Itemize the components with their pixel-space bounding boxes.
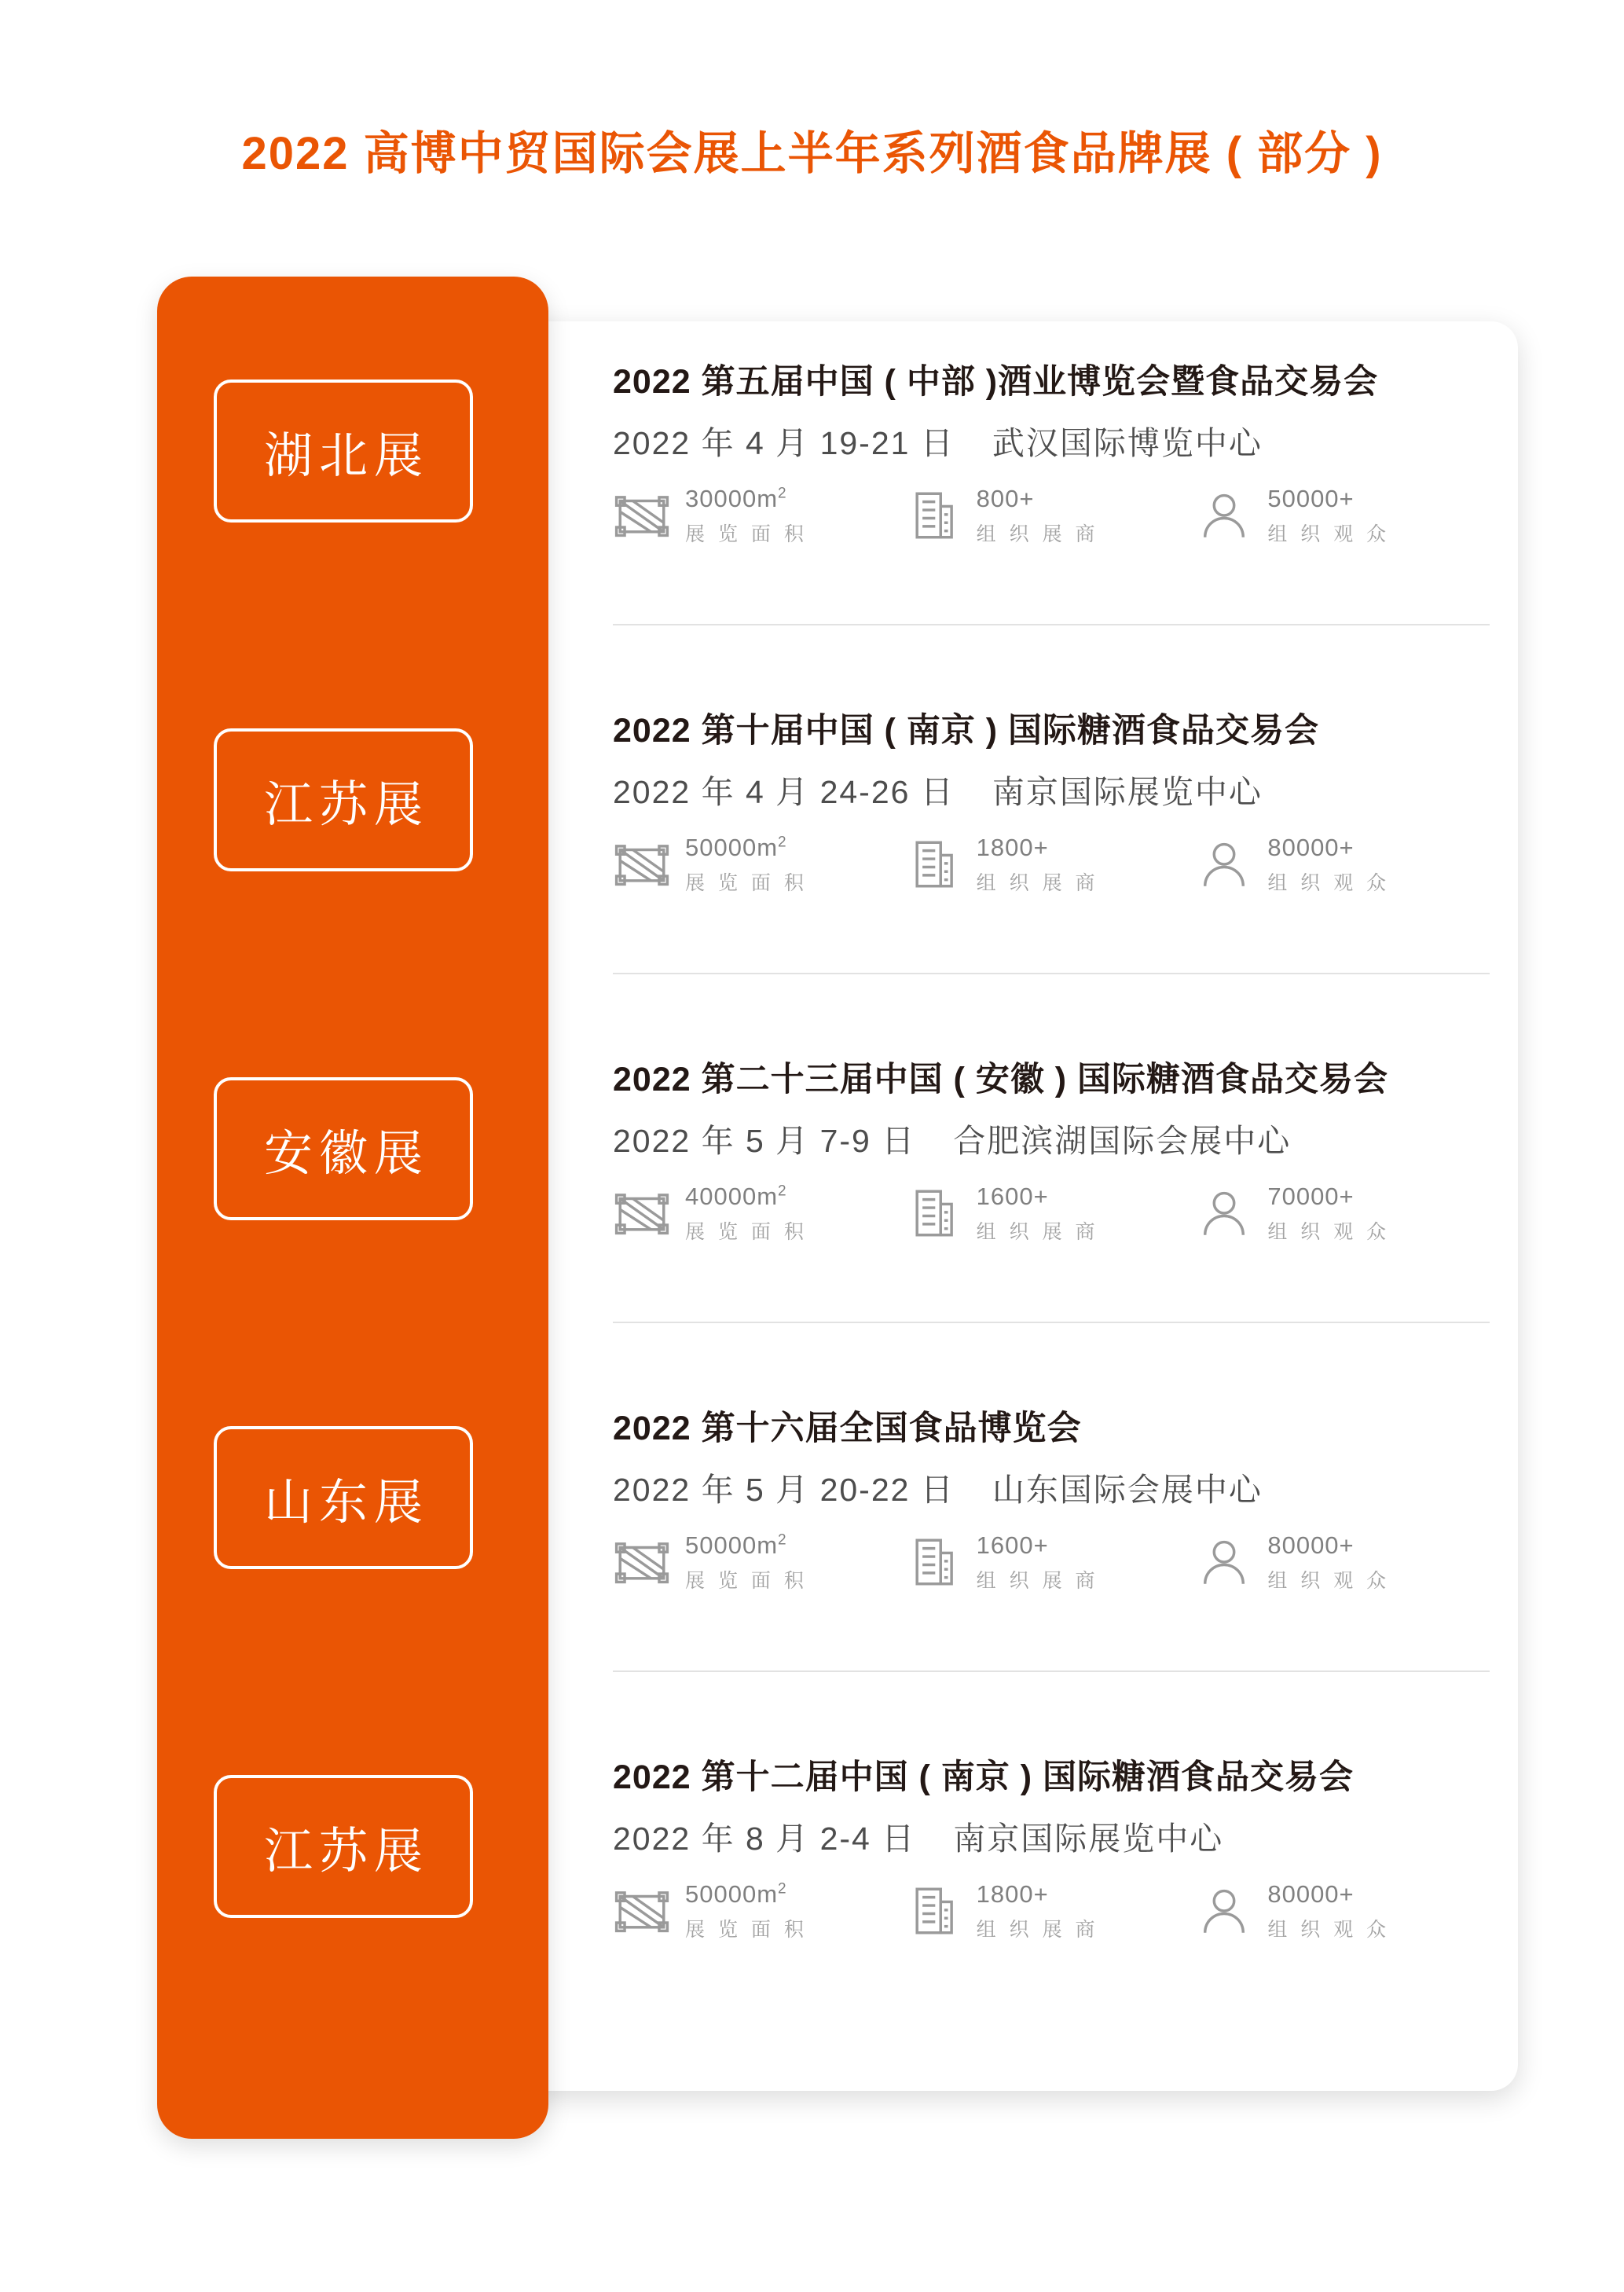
person-icon: [1195, 486, 1253, 545]
stat-exhibitors: [904, 1182, 1196, 1244]
exhibitors-value: 1800+: [976, 1880, 1049, 1909]
area-value: $30000m^2$: [685, 485, 787, 513]
stat-visitors: [1195, 833, 1487, 895]
area-label: 展 览 面 积: [685, 1569, 808, 1592]
visitors-value: 50000+: [1267, 485, 1355, 513]
stat-area: [613, 833, 904, 895]
stat-visitors: [1195, 484, 1487, 546]
badge-cell: [102, 277, 548, 625]
area-icon: [613, 1882, 671, 1940]
exhibition-schedule: [613, 417, 1487, 464]
visitors-label: 组 织 观 众: [1267, 1220, 1391, 1243]
exhibitors-value: 1800+: [976, 834, 1049, 862]
exhibition-venue: 山东国际会展中心: [992, 1472, 1263, 1509]
exhibitors-label: 组 织 展 商: [976, 871, 1099, 894]
exhibition-info: [548, 625, 1518, 974]
exhibition-schedule: [613, 1813, 1487, 1859]
person-icon: [1195, 835, 1253, 893]
stat-exhibitors: [904, 1879, 1196, 1942]
stat-area: [613, 1531, 904, 1593]
exhibition-row: [102, 1672, 1518, 2021]
exhibition-info: [548, 1323, 1518, 1672]
exhibition-date: 2022 年 4 月 19-21 日: [613, 425, 955, 462]
exhibitors-label: 组 织 展 商: [976, 1569, 1099, 1592]
exhibition-venue: 南京国际展览中心: [953, 1821, 1224, 1857]
exhibition-schedule: [613, 1464, 1487, 1510]
area-icon: [613, 1533, 671, 1591]
visitors-label: 组 织 观 众: [1267, 1569, 1391, 1592]
exhibition-row: [102, 974, 1518, 1323]
exhibition-title: 2022 第五届中国 ( 中部 )酒业博览会暨食品交易会: [613, 363, 1379, 402]
badge-cell: [102, 1323, 548, 1672]
exhibitors-value: 1600+: [976, 1531, 1049, 1560]
exhibition-stats: [613, 1879, 1487, 1942]
building-icon: [904, 1533, 962, 1591]
area-label: 展 览 面 积: [685, 1918, 808, 1941]
exhibition-stats: [613, 1182, 1487, 1244]
exhibition-info: [548, 974, 1518, 1323]
exhibition-venue: 武汉国际博览中心: [992, 425, 1263, 462]
area-label: 展 览 面 积: [685, 871, 808, 894]
exhibition-title: 2022 第二十三届中国 ( 安徽 ) 国际糖酒食品交易会: [613, 1061, 1389, 1099]
area-icon: [613, 1184, 671, 1242]
person-icon: [1195, 1184, 1253, 1242]
stat-exhibitors: [904, 833, 1196, 895]
area-icon: [613, 835, 671, 893]
exhibition-row: [102, 1323, 1518, 1672]
badge-cell: [102, 974, 548, 1323]
region-badge[interactable]: 湖北展: [214, 380, 473, 523]
exhibition-date: 2022 年 8 月 2-4 日: [613, 1821, 916, 1857]
exhibition-schedule: [613, 1115, 1487, 1161]
area-unit-exponent: 2: [778, 486, 787, 503]
person-icon: [1195, 1882, 1253, 1940]
area-value: $50000m^2$: [685, 834, 787, 862]
exhibition-stats: [613, 1531, 1487, 1593]
exhibition-date: 2022 年 5 月 7-9 日: [613, 1123, 916, 1160]
stat-area: [613, 484, 904, 546]
area-unit-exponent: 2: [778, 1183, 787, 1201]
area-label: 展 览 面 积: [685, 523, 808, 545]
building-icon: [904, 1184, 962, 1242]
stat-visitors: [1195, 1531, 1487, 1593]
exhibition-title: 2022 第十届中国 ( 南京 ) 国际糖酒食品交易会: [613, 712, 1320, 750]
exhibition-row: [102, 625, 1518, 974]
building-icon: [904, 1882, 962, 1940]
exhibition-info: [548, 277, 1518, 625]
visitors-label: 组 织 观 众: [1267, 871, 1391, 894]
exhibition-list: [102, 277, 1518, 2139]
exhibitors-label: 组 织 展 商: [976, 1220, 1099, 1243]
exhibitors-value: 1600+: [976, 1183, 1049, 1211]
stat-visitors: [1195, 1879, 1487, 1942]
area-value: $50000m^2$: [685, 1531, 787, 1560]
exhibitors-label: 组 织 展 商: [976, 523, 1099, 545]
area-value: $40000m^2$: [685, 1183, 787, 1211]
exhibition-date: 2022 年 5 月 20-22 日: [613, 1472, 955, 1509]
exhibition-title: 2022 第十六届全国食品博览会: [613, 1410, 1082, 1448]
area-unit-exponent: 2: [778, 834, 787, 852]
exhibition-board: [102, 277, 1518, 2139]
badge-cell: [102, 625, 548, 974]
exhibition-venue: 南京国际展览中心: [992, 774, 1263, 811]
exhibition-stats: [613, 484, 1487, 546]
region-badge[interactable]: 山东展: [214, 1426, 473, 1569]
visitors-label: 组 织 观 众: [1267, 1918, 1391, 1941]
area-unit-exponent: 2: [778, 1881, 787, 1898]
area-icon: [613, 486, 671, 545]
page-title: 2022 高博中贸国际会展上半年系列酒食品牌展 ( 部分 ): [241, 128, 1383, 179]
stat-area: [613, 1182, 904, 1244]
stat-exhibitors: [904, 484, 1196, 546]
exhibition-venue: 合肥滨湖国际会展中心: [953, 1123, 1292, 1160]
area-unit-exponent: 2: [778, 1532, 787, 1549]
exhibitors-label: 组 织 展 商: [976, 1918, 1099, 1941]
visitors-label: 组 织 观 众: [1267, 523, 1391, 545]
exhibition-schedule: [613, 766, 1487, 812]
region-badge[interactable]: 江苏展: [214, 1775, 473, 1918]
badge-cell: [102, 1672, 548, 2021]
stat-area: [613, 1879, 904, 1942]
visitors-value: 70000+: [1267, 1183, 1355, 1211]
area-value: $50000m^2$: [685, 1880, 787, 1909]
exhibition-date: 2022 年 4 月 24-26 日: [613, 774, 955, 811]
building-icon: [904, 835, 962, 893]
region-badge[interactable]: 江苏展: [214, 728, 473, 871]
stat-exhibitors: [904, 1531, 1196, 1593]
exhibitors-value: 800+: [976, 485, 1035, 513]
person-icon: [1195, 1533, 1253, 1591]
exhibition-info: [548, 1672, 1518, 2021]
region-badge[interactable]: 安徽展: [214, 1077, 473, 1220]
exhibition-row: [102, 277, 1518, 625]
visitors-value: 80000+: [1267, 1880, 1355, 1909]
exhibition-stats: [613, 833, 1487, 895]
exhibition-title: 2022 第十二届中国 ( 南京 ) 国际糖酒食品交易会: [613, 1758, 1355, 1797]
building-icon: [904, 486, 962, 545]
visitors-value: 80000+: [1267, 834, 1355, 862]
area-label: 展 览 面 积: [685, 1220, 808, 1243]
stat-visitors: [1195, 1182, 1487, 1244]
visitors-value: 80000+: [1267, 1531, 1355, 1560]
